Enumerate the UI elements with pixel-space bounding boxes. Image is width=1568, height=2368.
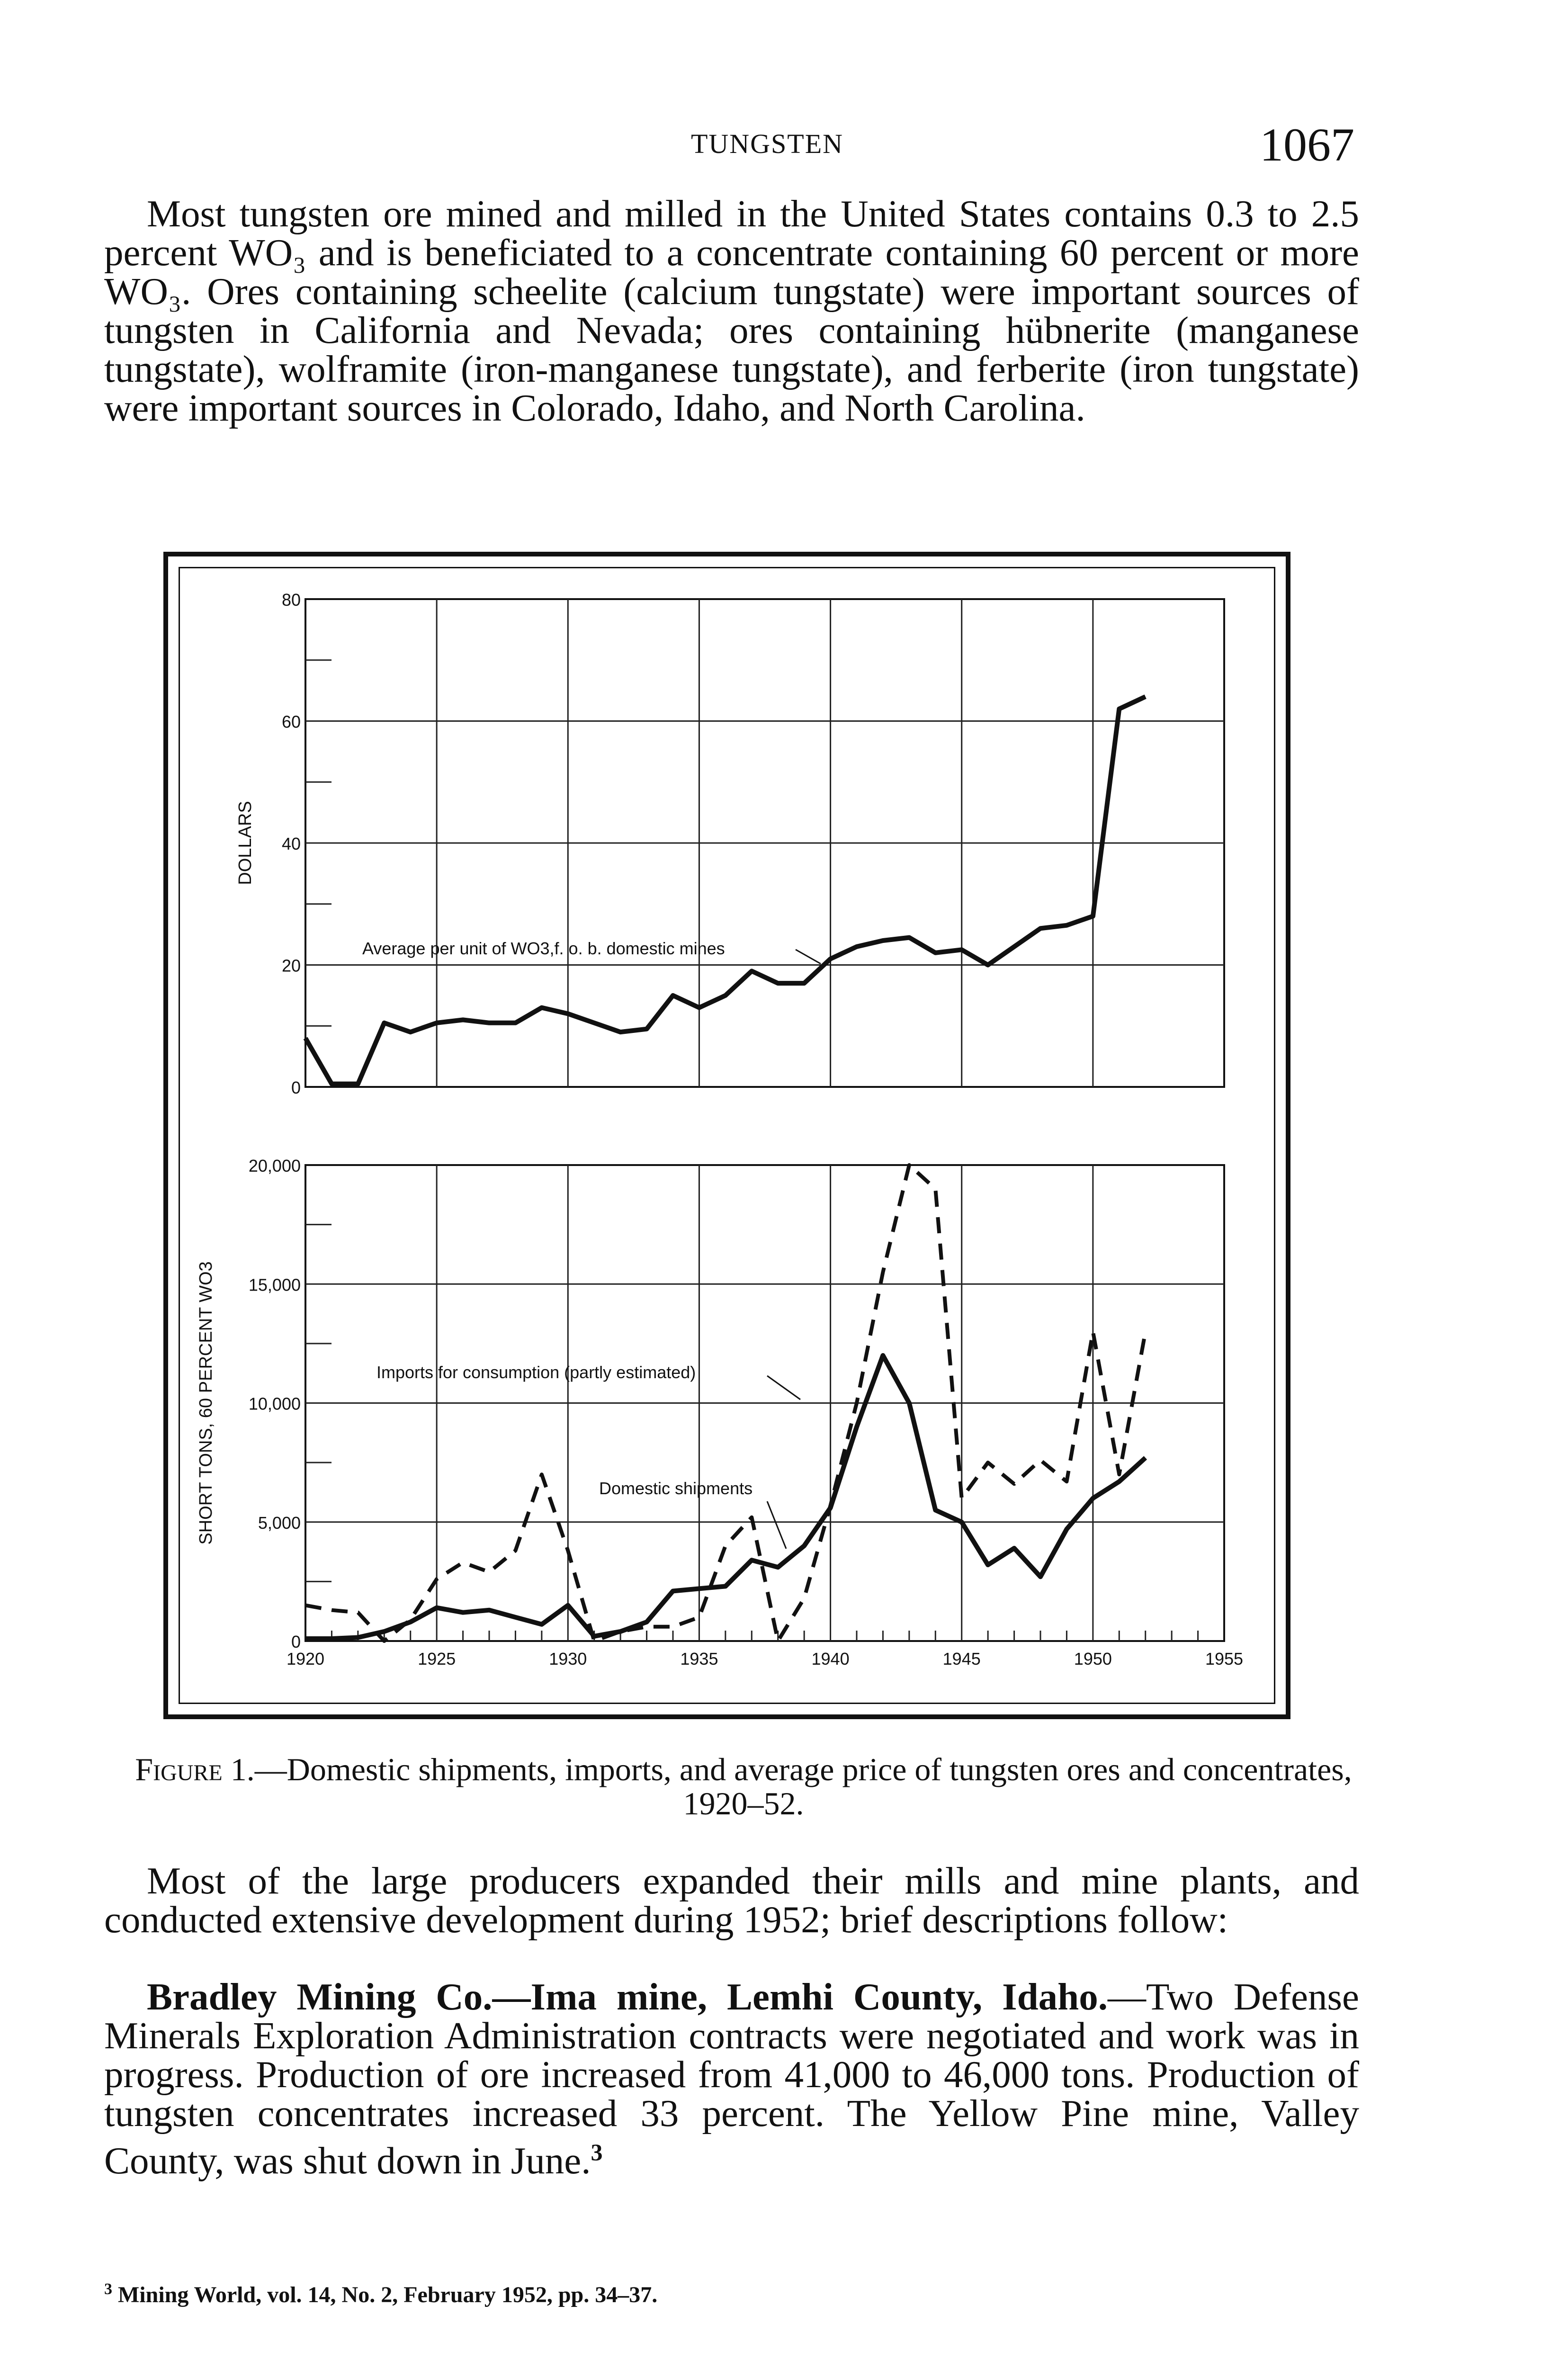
y-axis-label: DOLLARS	[235, 801, 255, 885]
footnote-marker: 3	[104, 2280, 112, 2298]
tungsten-chart	[168, 556, 1295, 1724]
price-series-line	[305, 697, 1146, 1084]
x-tick-label: 1920	[286, 1649, 325, 1668]
paragraph-bradley	[104, 1977, 1359, 2180]
y-tick-label: 20,000	[248, 1156, 301, 1175]
x-tick-label: 1930	[549, 1649, 587, 1668]
y-tick-label: 20	[281, 956, 301, 976]
y-tick-label: 60	[281, 712, 301, 732]
price-label-leader	[796, 950, 821, 964]
figure-caption	[128, 1752, 1359, 1821]
y-axis-label: SHORT TONS, 60 PERCENT WO3	[196, 1261, 216, 1545]
page-number: 1067	[1260, 118, 1354, 171]
imports-label-leader	[767, 1376, 800, 1399]
imports-series-label: Imports for consumption (partly estimated)	[376, 1363, 696, 1382]
y-tick-label: 5,000	[258, 1513, 301, 1533]
y-tick-label: 80	[281, 590, 301, 610]
figure-label: Figure 1.	[135, 1751, 255, 1787]
figure-frame	[163, 552, 1290, 1719]
footnote-text: Mining World, vol. 14, No. 2, February 1952, pp. 34–37.	[118, 2282, 658, 2307]
paragraph-producers: Most of the large producers expanded their mills and mine plants, and conducted extensive development during 1952; brief descriptions follow:	[104, 1859, 1359, 1941]
x-tick-label: 1945	[942, 1649, 981, 1668]
footnote	[104, 2280, 657, 2308]
paragraph-ore-grades: Most tungsten ore mined and milled in the United States contains 0.3 to 2.5 percent WO₃ and is beneficiated to a concentrate containing 60 percent or more WO₃. Ores containing scheelite (calcium tungstate) were important sources of tungsten in California and Nevada; ores containing hübnerite (manganese tungstate), wolframite (iron-manganese tungstate), and ferberite (iron tungstate) were important sources in Colorado, Idaho, and North Carolina.	[104, 192, 1359, 429]
x-tick-label: 1935	[680, 1649, 718, 1668]
y-tick-label: 40	[281, 834, 301, 853]
x-tick-label: 1925	[418, 1649, 456, 1668]
running-title: TUNGSTEN	[690, 128, 844, 159]
x-tick-label: 1940	[811, 1649, 850, 1668]
figure-caption-text: —Domestic shipments, imports, and average price of tungsten ores and concentrates, 1920–52.	[254, 1751, 1352, 1821]
domestic-label-leader	[767, 1501, 786, 1549]
paragraph-bradley-lead: Bradley Mining Co.—Ima mine, Lemhi County, Idaho.	[147, 1975, 1108, 2018]
y-tick-label: 0	[291, 1078, 301, 1097]
y-tick-label: 10,000	[248, 1394, 301, 1414]
x-tick-label: 1950	[1074, 1649, 1112, 1668]
y-tick-label: 0	[291, 1632, 301, 1651]
paragraph-bradley-text: —Two Defense Minerals Exploration Administration contracts were negotiated and work was in progress. Production of ore increased from 41,000 to 46,000 tons. Production of tungsten concentrates increased 33 percent. The Yellow Pine mine, Valley County, was shut down in June.	[104, 1975, 1359, 2182]
footnote-reference: 3	[591, 2139, 603, 2165]
x-tick-label: 1955	[1205, 1649, 1244, 1668]
domestic-series-label: Domestic shipments	[599, 1479, 753, 1498]
y-tick-label: 15,000	[248, 1275, 301, 1295]
price-series-label: Average per unit of WO3,f. o. b. domestic mines	[362, 939, 725, 958]
